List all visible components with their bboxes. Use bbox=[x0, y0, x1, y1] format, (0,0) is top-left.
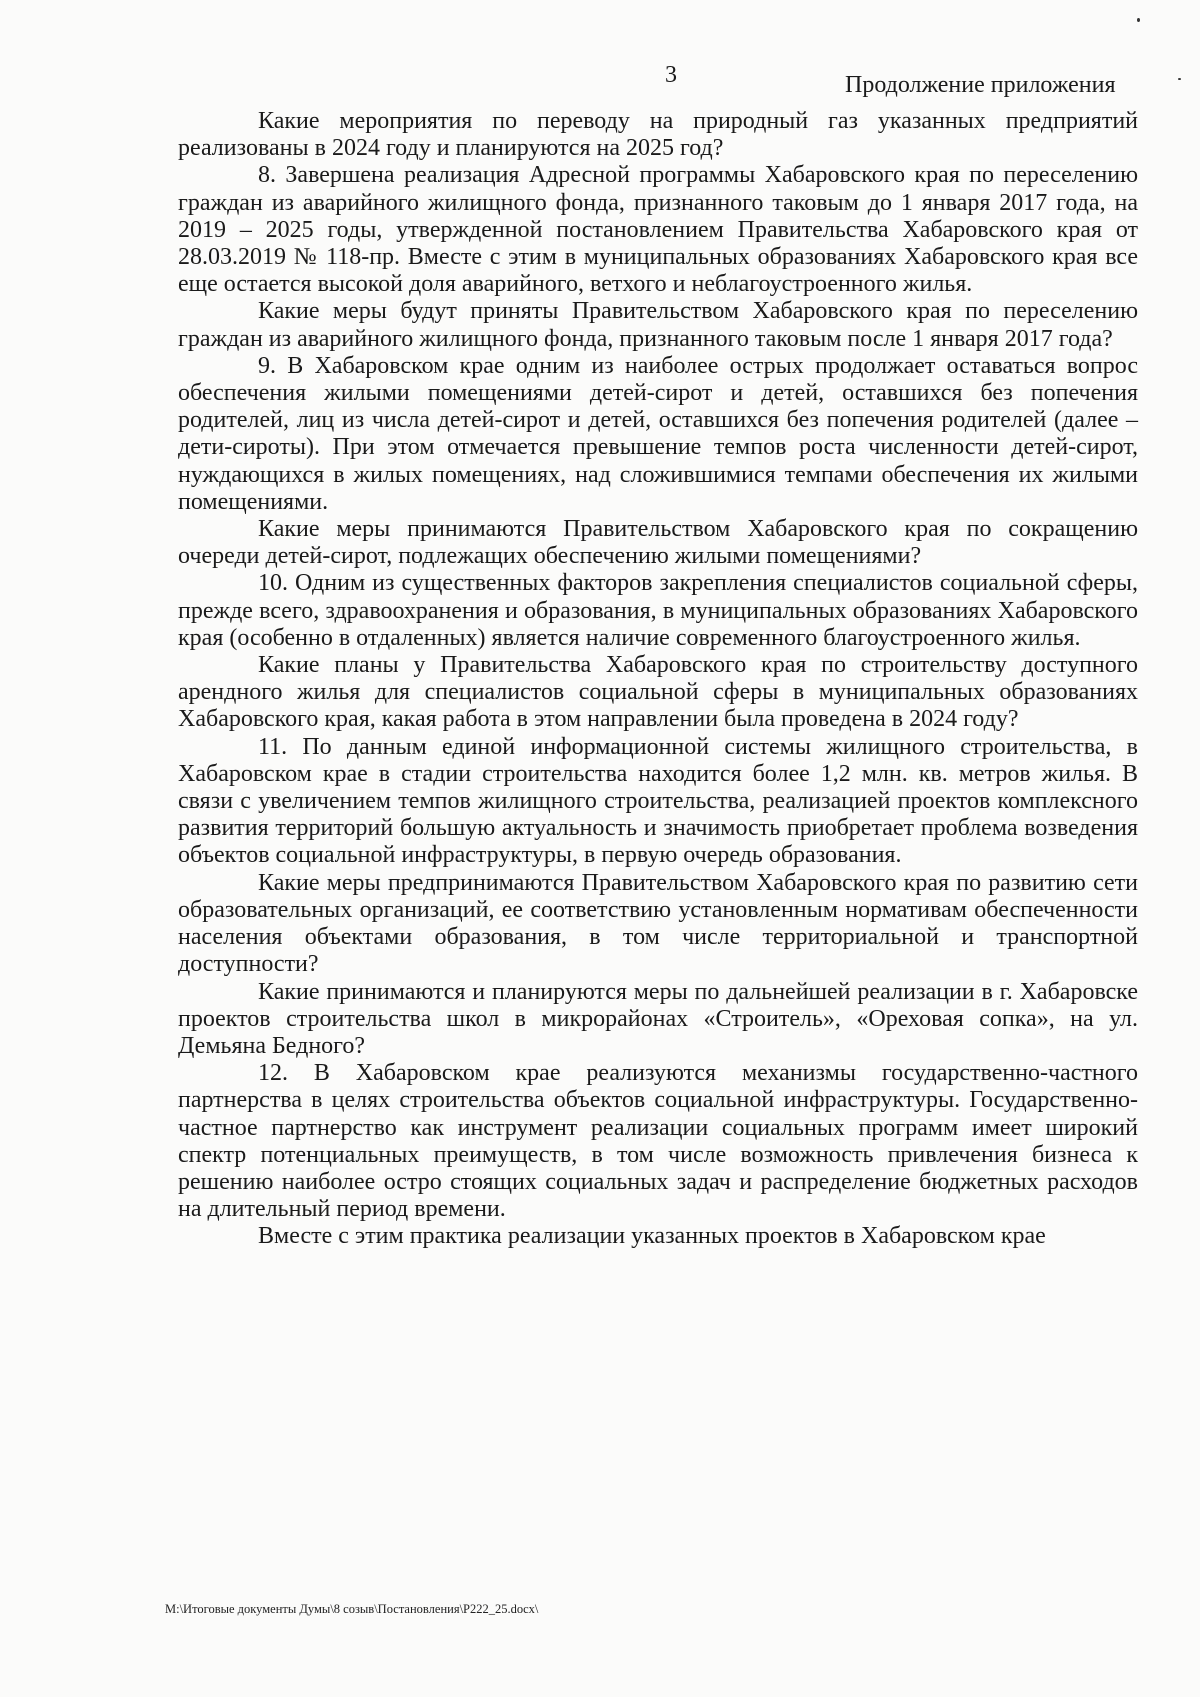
paragraph: Какие меры будут приняты Правительством Хабаровского края по переселению граждан из аварийного жилищного фонда, признанного таковым после 1 января 2017 года? bbox=[178, 298, 1138, 352]
scan-speck bbox=[1137, 18, 1140, 22]
footer-file-path: M:\Итоговые документы Думы\8 созыв\Постановления\P222_25.docx\ bbox=[165, 1602, 539, 1616]
paragraph: Какие мероприятия по переводу на природный газ указанных предприятий реализованы в 2024 году и планируются на 2025 год? bbox=[178, 108, 1138, 162]
page-number: 3 bbox=[665, 62, 677, 88]
paragraph: 10. Одним из существенных факторов закрепления специалистов социальной сферы, прежде всего, здравоохранения и образования, в муниципальных образованиях Хабаровского края (особенно в отдаленных) является наличие современного благоустроенного жилья. bbox=[178, 570, 1138, 651]
paragraph: Вместе с этим практика реализации указанных проектов в Хабаровском крае bbox=[258, 1223, 1046, 1250]
paragraph: 9. В Хабаровском крае одним из наиболее острых продолжает оставаться вопрос обеспечения жилыми помещениями детей-сирот и детей, оставшихся без попечения родителей, лиц из числа детей-сирот и детей, оставшихся без попечения родителей (далее – дети-сироты). При этом отмечается превышение темпов роста численности детей-сирот, нуждающихся в жилых помещениях, над сложившимися темпами обеспечения их жилыми помещениями. bbox=[178, 352, 1138, 515]
document-body bbox=[178, 108, 1138, 1251]
paragraph: Какие принимаются и планируются меры по дальнейшей реализации в г. Хабаровске проектов строительства школ в микрорайонах «Строитель», «Ореховая сопка», на ул. Демьяна Бедного? bbox=[178, 978, 1138, 1059]
paragraph: 11. По данным единой информационной системы жилищного строительства, в Хабаровском крае в стадии строительства находится более 1,2 млн. кв. метров жилья. В связи с увеличением темпов жилищного строительства, реализацией проектов комплексного развития территорий большую актуальность и значимость приобретает проблема возведения объектов социальной инфраструктуры, в первую очередь образования. bbox=[178, 733, 1138, 869]
paragraph: Какие планы у Правительства Хабаровского края по строительству доступного арендного жилья для специалистов социальной сферы в муниципальных образованиях Хабаровского края, какая работа в этом направлении была проведена в 2024 году? bbox=[178, 652, 1138, 733]
paragraph: 12. В Хабаровском крае реализуются механизмы государственно-частного партнерства в целях строительства объектов социальной инфраструктуры. Государственно-частное партнерство как инструмент реализации социальных программ имеет широкий спектр потенциальных преимуществ, в том числе возможность привлечения бизнеса к решению наиболее остро стоящих социальных задач и распределение бюджетных расходов на длительный период времени. bbox=[178, 1060, 1138, 1223]
paragraph: Какие меры предпринимаются Правительством Хабаровского края по развитию сети образовательных организаций, ее соответствию установленным нормативам обеспеченности населения объектами образования, в том числе территориальной и транспортной доступности? bbox=[178, 869, 1138, 978]
paragraph: 8. Завершена реализация Адресной программы Хабаровского края по переселению граждан из аварийного жилищного фонда, признанного таковым до 1 января 2017 года, на 2019 – 2025 годы, утвержденной постановлением Правительства Хабаровского края от 28.03.2019 № 118-пр. Вместе с этим в муниципальных образованиях Хабаровского края все еще остается высокой доля аварийного, ветхого и неблагоустроенного жилья. bbox=[178, 162, 1138, 298]
paragraph: Какие меры принимаются Правительством Хабаровского края по сокращению очереди детей-сирот, подлежащих обеспечению жилыми помещениями? bbox=[178, 516, 1138, 570]
continuation-header: Продолжение приложения bbox=[845, 72, 1116, 98]
scan-speck bbox=[1178, 78, 1181, 80]
